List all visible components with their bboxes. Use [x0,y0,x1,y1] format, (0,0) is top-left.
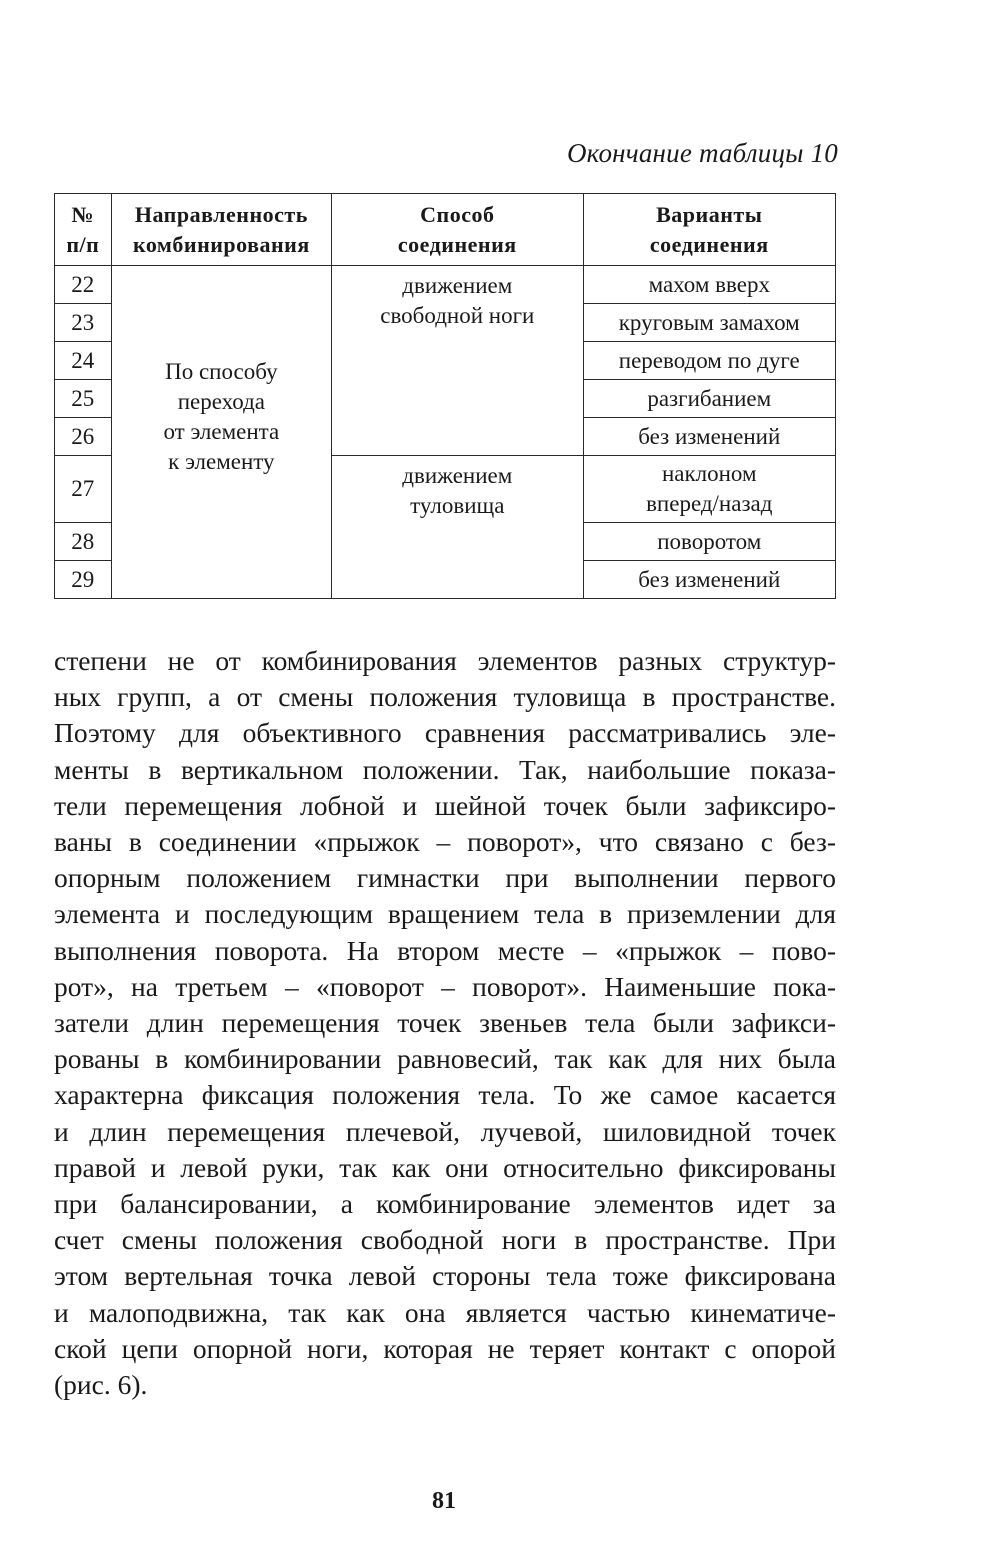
text-line: рот», на третьем – «поворот – поворот». Наименьшие пока- [54,970,836,1002]
text-line: ваны в соединении «прыжок – поворот», что связано с без- [54,826,836,858]
variant-cell [583,456,835,523]
header-variant-line2: соединения [649,231,769,257]
row-number: 24 [55,342,112,380]
variant-cell: разгибанием [583,380,835,418]
text-line: ской цепи опорной ноги, которая не теряет контакт с опорой [54,1332,836,1364]
text-line: этом вертельная точка левой стороны тела тоже фиксирована [54,1260,836,1292]
page-number: 81 [432,1488,456,1514]
variant-cell: поворотом [583,523,835,561]
header-direction-line2: комбинирования [132,231,310,257]
table-header-row [55,194,836,266]
header-direction-line1: Направленность [134,201,308,227]
header-num [55,194,112,266]
text-line: (рис. 6). [54,1369,148,1401]
text-line: тели перемещения лобной и шейной точек были зафиксиро- [54,789,836,821]
row-number: 25 [55,380,112,418]
row-number: 23 [55,304,112,342]
way-cell [332,266,583,456]
body-paragraph [54,643,836,1403]
table-row [55,266,836,304]
text-line: характерна фиксация положения тела. То же самое касается [54,1079,836,1111]
row-number: 29 [55,561,112,599]
data-table [54,193,836,599]
text-line: затели длин перемещения точек звеньев тела были зафикси- [54,1007,836,1039]
header-direction [111,194,331,266]
header-way [332,194,583,266]
header-variant [583,194,835,266]
variant-cell: переводом по дуге [583,342,835,380]
direction-line: перехода [177,389,265,414]
text-line: и малоподвижна, так как она является частью кинематиче- [54,1296,836,1328]
header-variant-line1: Варианты [656,201,763,227]
text-line: правой и левой руки, так как они относительно фиксированы [54,1151,836,1183]
row-number: 27 [55,456,112,523]
text-line: счет смены положения свободной ноги в пространстве. При [54,1224,836,1256]
direction-line: к элементу [168,449,275,474]
text-line: элемента и последующим вращением тела в приземлении для [54,898,836,930]
way-cell [332,456,583,599]
text-line: и длин перемещения плечевой, лучевой, шиловидной точек [54,1115,836,1147]
way-line: движением [402,273,513,298]
text-line: опорным положением гимнастки при выполнении первого [54,862,836,894]
variant-cell: круговым замахом [583,304,835,342]
row-number: 26 [55,418,112,456]
text-line: менты в вертикальном положении. Так, наибольшие показа- [54,753,836,785]
row-number: 22 [55,266,112,304]
way-line: движением [402,463,513,488]
variant-cell: махом вверх [583,266,835,304]
header-num-line1: № [71,201,95,227]
header-way-line2: соединения [397,231,517,257]
variant-cell: без изменений [583,561,835,599]
direction-line: от элемента [163,419,280,444]
header-num-line2: п/п [66,231,100,257]
table-caption: Окончание таблицы 10 [566,138,838,168]
variant-line: вперед/назад [646,491,773,516]
header-way-line1: Способ [420,201,495,227]
row-number: 28 [55,523,112,561]
text-line: Поэтому для объективного сравнения рассматривались эле- [54,717,836,749]
way-line: туловища [410,493,505,518]
direction-line: По способу [165,359,278,384]
text-line: ных групп, а от смены положения туловища в пространстве. [54,681,836,713]
text-line: степени не от комбинирования элементов разных структур- [54,645,836,676]
direction-cell [111,266,331,599]
text-line: выполнения поворота. На втором месте – «прыжок – пово- [54,934,836,966]
variant-line: наклоном [661,461,757,486]
text-line: при балансировании, а комбинирование элементов идет за [54,1188,836,1220]
way-line: свободной ноги [380,303,535,328]
text-line: рованы в комбинировании равновесий, так как для них была [54,1043,836,1075]
variant-cell: без изменений [583,418,835,456]
